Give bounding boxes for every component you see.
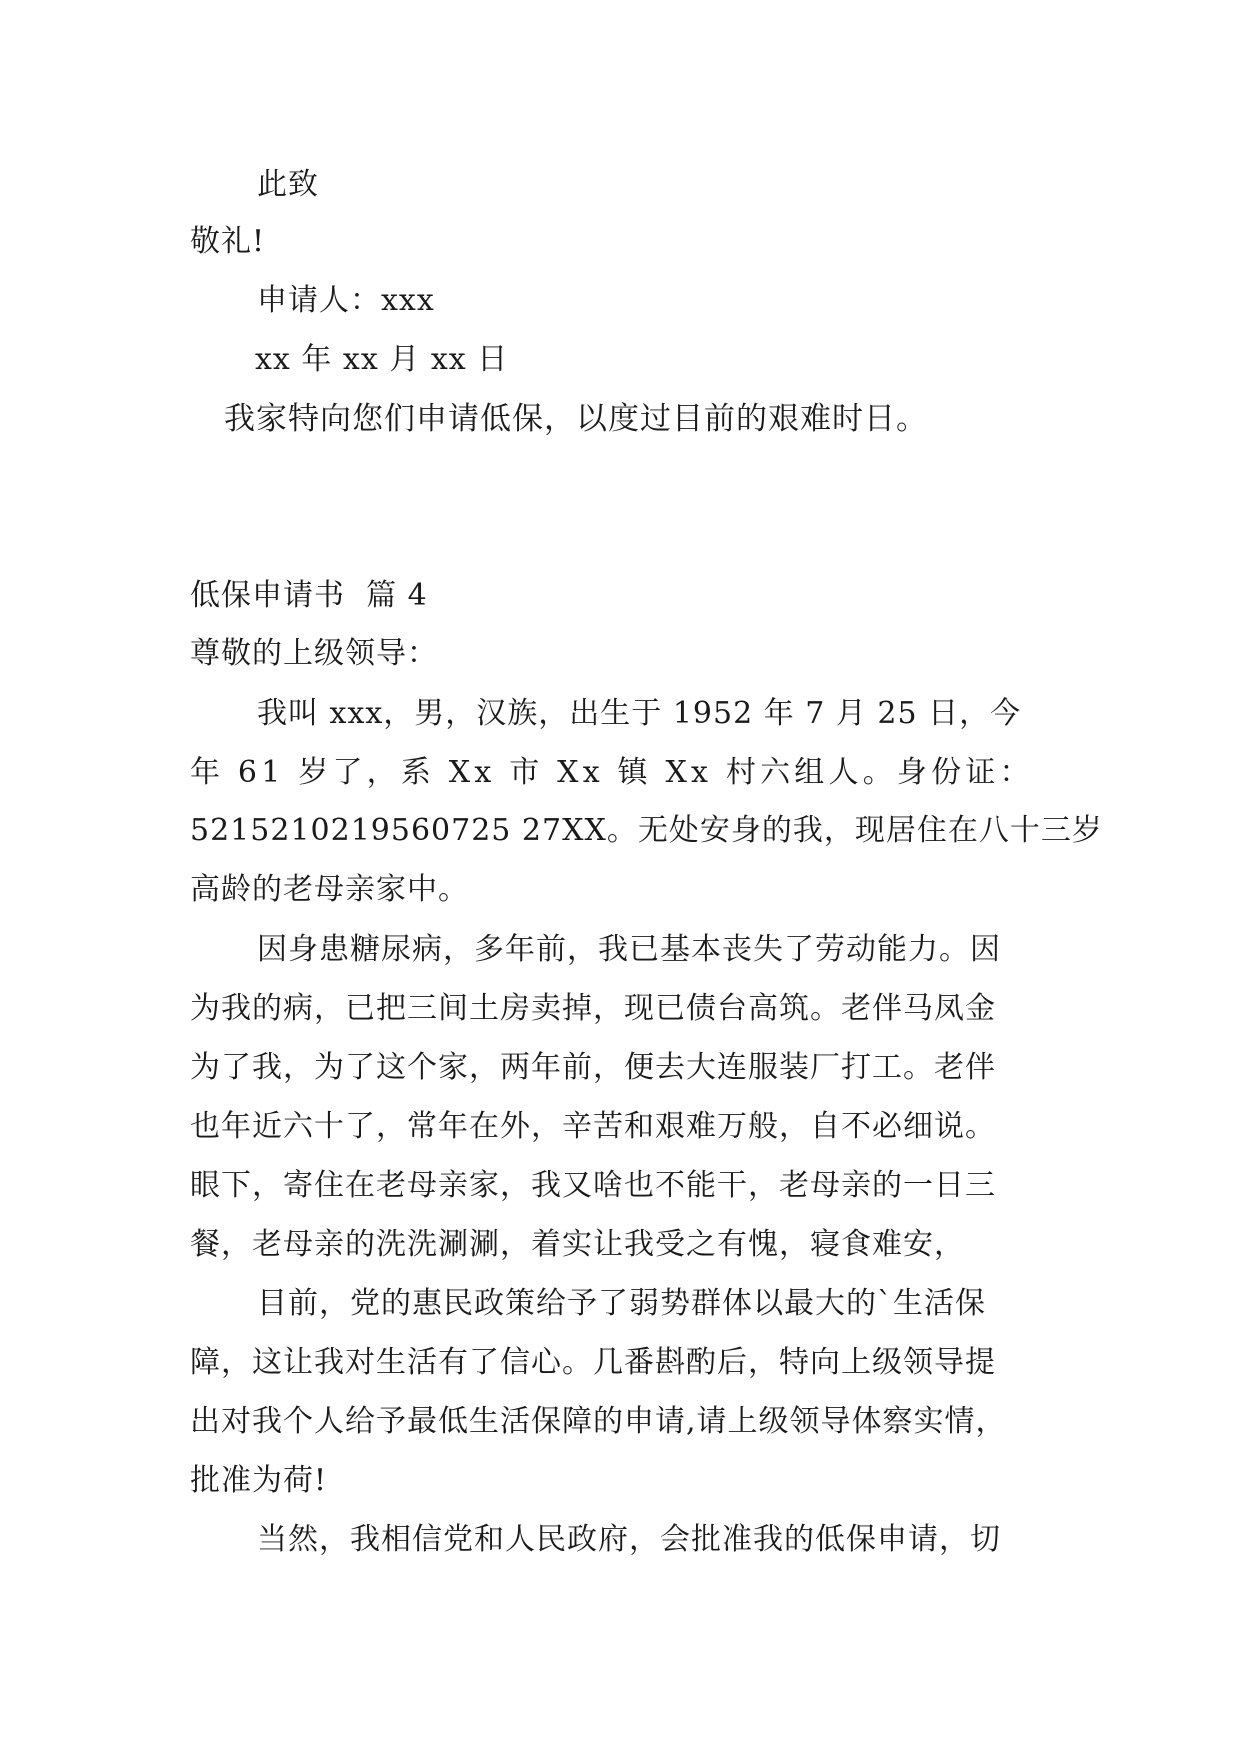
body-line: 年 61 岁了，系 Xx 市 Xx 镇 Xx 村六组人。身份证： [190, 755, 1034, 790]
body-line: 也年近六十了，常年在外，辛苦和艰难万般，自不必细说。 [190, 1109, 996, 1144]
body-line: 高龄的老母亲家中。 [190, 872, 469, 907]
applicant-signature: 申请人：xxx [257, 283, 435, 318]
body-line: 为了我，为了这个家，两年前，便去大连服装厂打工。老伴 [190, 1050, 996, 1085]
greeting: 尊敬的上级领导： [190, 636, 438, 671]
application-date: xx 年 xx 月 xx 日 [255, 342, 509, 377]
closing-paragraph: 我家特向您们申请低保，以度过目前的艰难时日。 [224, 401, 928, 437]
body-line: 我叫 xxx，男，汉族，出生于 1952 年 7 月 25 日，今 [257, 696, 1022, 731]
body-line: 批准为荷! [190, 1463, 328, 1498]
section-title: 低保申请书 篇 4 [190, 578, 428, 613]
body-line: 出对我个人给予最低生活保障的申请,请上级领导体察实情， [190, 1404, 1007, 1439]
body-line: 目前，党的惠民政策给予了弱势群体以最大的`生活保 [257, 1286, 986, 1321]
regards: 敬礼! [190, 224, 266, 259]
body-line: 餐，老母亲的洗洗涮涮，着实让我受之有愧，寝食难安， [190, 1227, 965, 1262]
body-line: 5215210219560725 27XX。无处安身的我，现居住在八十三岁 [190, 813, 1103, 848]
body-line: 眼下，寄住在老母亲家，我又啥也不能干，老母亲的一日三 [190, 1168, 996, 1203]
body-line: 因身患糖尿病，多年前，我已基本丧失了劳动能力。因 [257, 932, 1001, 967]
salutation: 此致 [257, 167, 319, 202]
body-line: 障，这让我对生活有了信心。几番斟酌后，特向上级领导提 [190, 1345, 996, 1380]
body-line: 当然，我相信党和人民政府，会批准我的低保申请，切 [257, 1522, 1001, 1557]
body-line: 为我的病，已把三间土房卖掉，现已债台高筑。老伴马凤金 [190, 991, 996, 1026]
